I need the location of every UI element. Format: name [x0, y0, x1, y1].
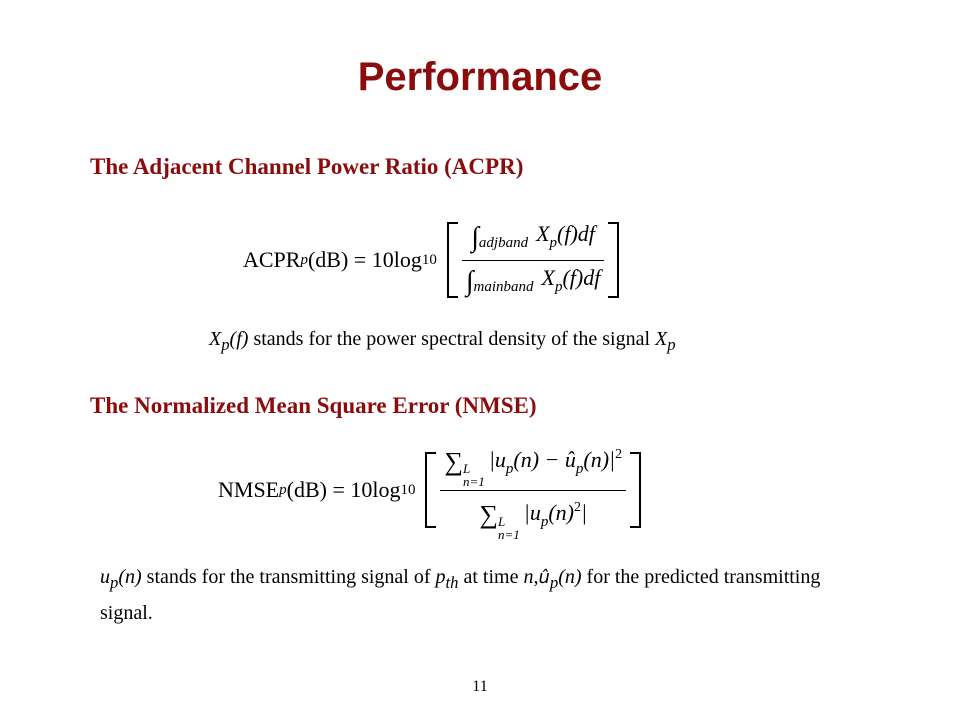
sum-limits: [498, 515, 520, 541]
right-bracket: [630, 452, 641, 528]
nmse-formula-log-base: 10: [400, 481, 416, 498]
denominator-limit: mainband: [473, 278, 534, 295]
numerator-term-sub: p: [505, 460, 514, 477]
caption-signal: X: [655, 328, 668, 350]
desc-uhat: û: [538, 567, 550, 588]
acpr-formula: [243, 220, 619, 300]
numerator-integrand-tail: (f)df: [557, 220, 595, 246]
desc-text3: for the predicted transmitting signal.: [100, 566, 821, 624]
denominator-term-sub: p: [540, 513, 549, 530]
numerator-exponent: 2: [615, 446, 623, 462]
caption-text: stands for the power spectral density of the signal: [248, 328, 655, 350]
numerator-integrand-sub: p: [549, 234, 558, 251]
acpr-formula-lhs: ACPR: [243, 247, 301, 272]
nmse-heading: The Normalized Mean Square Error (NMSE): [90, 393, 537, 418]
numerator-limit: adjband: [478, 234, 529, 251]
numerator-integrand: X: [536, 220, 550, 246]
denominator-term: |u: [523, 499, 541, 525]
caption-symbol-sub: p: [221, 335, 230, 354]
acpr-denominator: [462, 263, 605, 302]
desc-p-sub: th: [445, 573, 459, 592]
acpr-formula-log-base: 10: [421, 251, 437, 268]
nmse-fraction: [440, 440, 626, 541]
denominator-term-mid: (n): [548, 499, 575, 525]
denominator-term-end: |: [581, 499, 588, 525]
acpr-numerator: [467, 219, 599, 258]
sum-lower: n=1: [463, 473, 485, 489]
desc-uhat-sub: p: [549, 573, 559, 592]
sum-upper: L: [463, 460, 471, 476]
nmse-formula-unit: (dB) = 10log: [286, 477, 401, 502]
left-bracket: [447, 222, 458, 298]
nmse-denominator: [475, 493, 591, 541]
desc-uhat-arg: (n): [558, 566, 582, 588]
desc-n: n,: [523, 566, 539, 588]
desc-u: u: [100, 566, 110, 588]
numerator-term-mid: (n) − û: [513, 446, 576, 472]
sum-sign: ∑: [479, 499, 499, 529]
nmse-description: [100, 562, 870, 628]
nmse-formula-lhs: NMSE: [218, 477, 280, 502]
acpr-formula-lhs-sub: p: [300, 251, 308, 268]
acpr-heading: The Adjacent Channel Power Ratio (ACPR): [90, 154, 524, 179]
right-bracket: [608, 222, 619, 298]
page-number: 11: [472, 678, 488, 695]
sum-sign: ∑: [444, 446, 464, 476]
fraction-bar: [440, 490, 626, 491]
caption-symbol: X: [209, 328, 222, 350]
sum-limits: [463, 462, 485, 488]
acpr-caption: [209, 328, 676, 355]
caption-signal-sub: p: [667, 335, 676, 354]
caption-arg: (f): [229, 328, 249, 350]
denominator-integrand: X: [541, 264, 555, 290]
denominator-integrand-tail: (f)df: [562, 264, 601, 290]
desc-text2: at time: [458, 566, 524, 588]
numerator-term: |u: [488, 446, 506, 472]
nmse-formula-lhs-sub: p: [279, 481, 287, 498]
denominator-exponent: 2: [574, 499, 582, 515]
numerator-term-sub2: p: [575, 460, 584, 477]
desc-u-sub: p: [110, 573, 119, 592]
integral-sign: ∫: [471, 221, 479, 253]
nmse-numerator: [440, 440, 626, 488]
integral-sign: ∫: [465, 265, 474, 297]
nmse-formula: [218, 446, 641, 542]
acpr-formula-unit: (dB) = 10log: [307, 247, 422, 272]
acpr-fraction: [462, 219, 605, 302]
slide-title: Performance: [357, 55, 603, 99]
denominator-integrand-sub: p: [554, 278, 563, 295]
sum-upper: L: [498, 513, 506, 529]
desc-u-arg: (n): [118, 566, 142, 588]
desc-text1: stands for the transmitting signal of: [141, 566, 436, 588]
desc-p: p: [435, 566, 446, 588]
numerator-term-end: (n)|: [583, 446, 616, 472]
left-bracket: [425, 452, 436, 528]
fraction-bar: [462, 260, 605, 261]
sum-lower: n=1: [498, 526, 520, 542]
